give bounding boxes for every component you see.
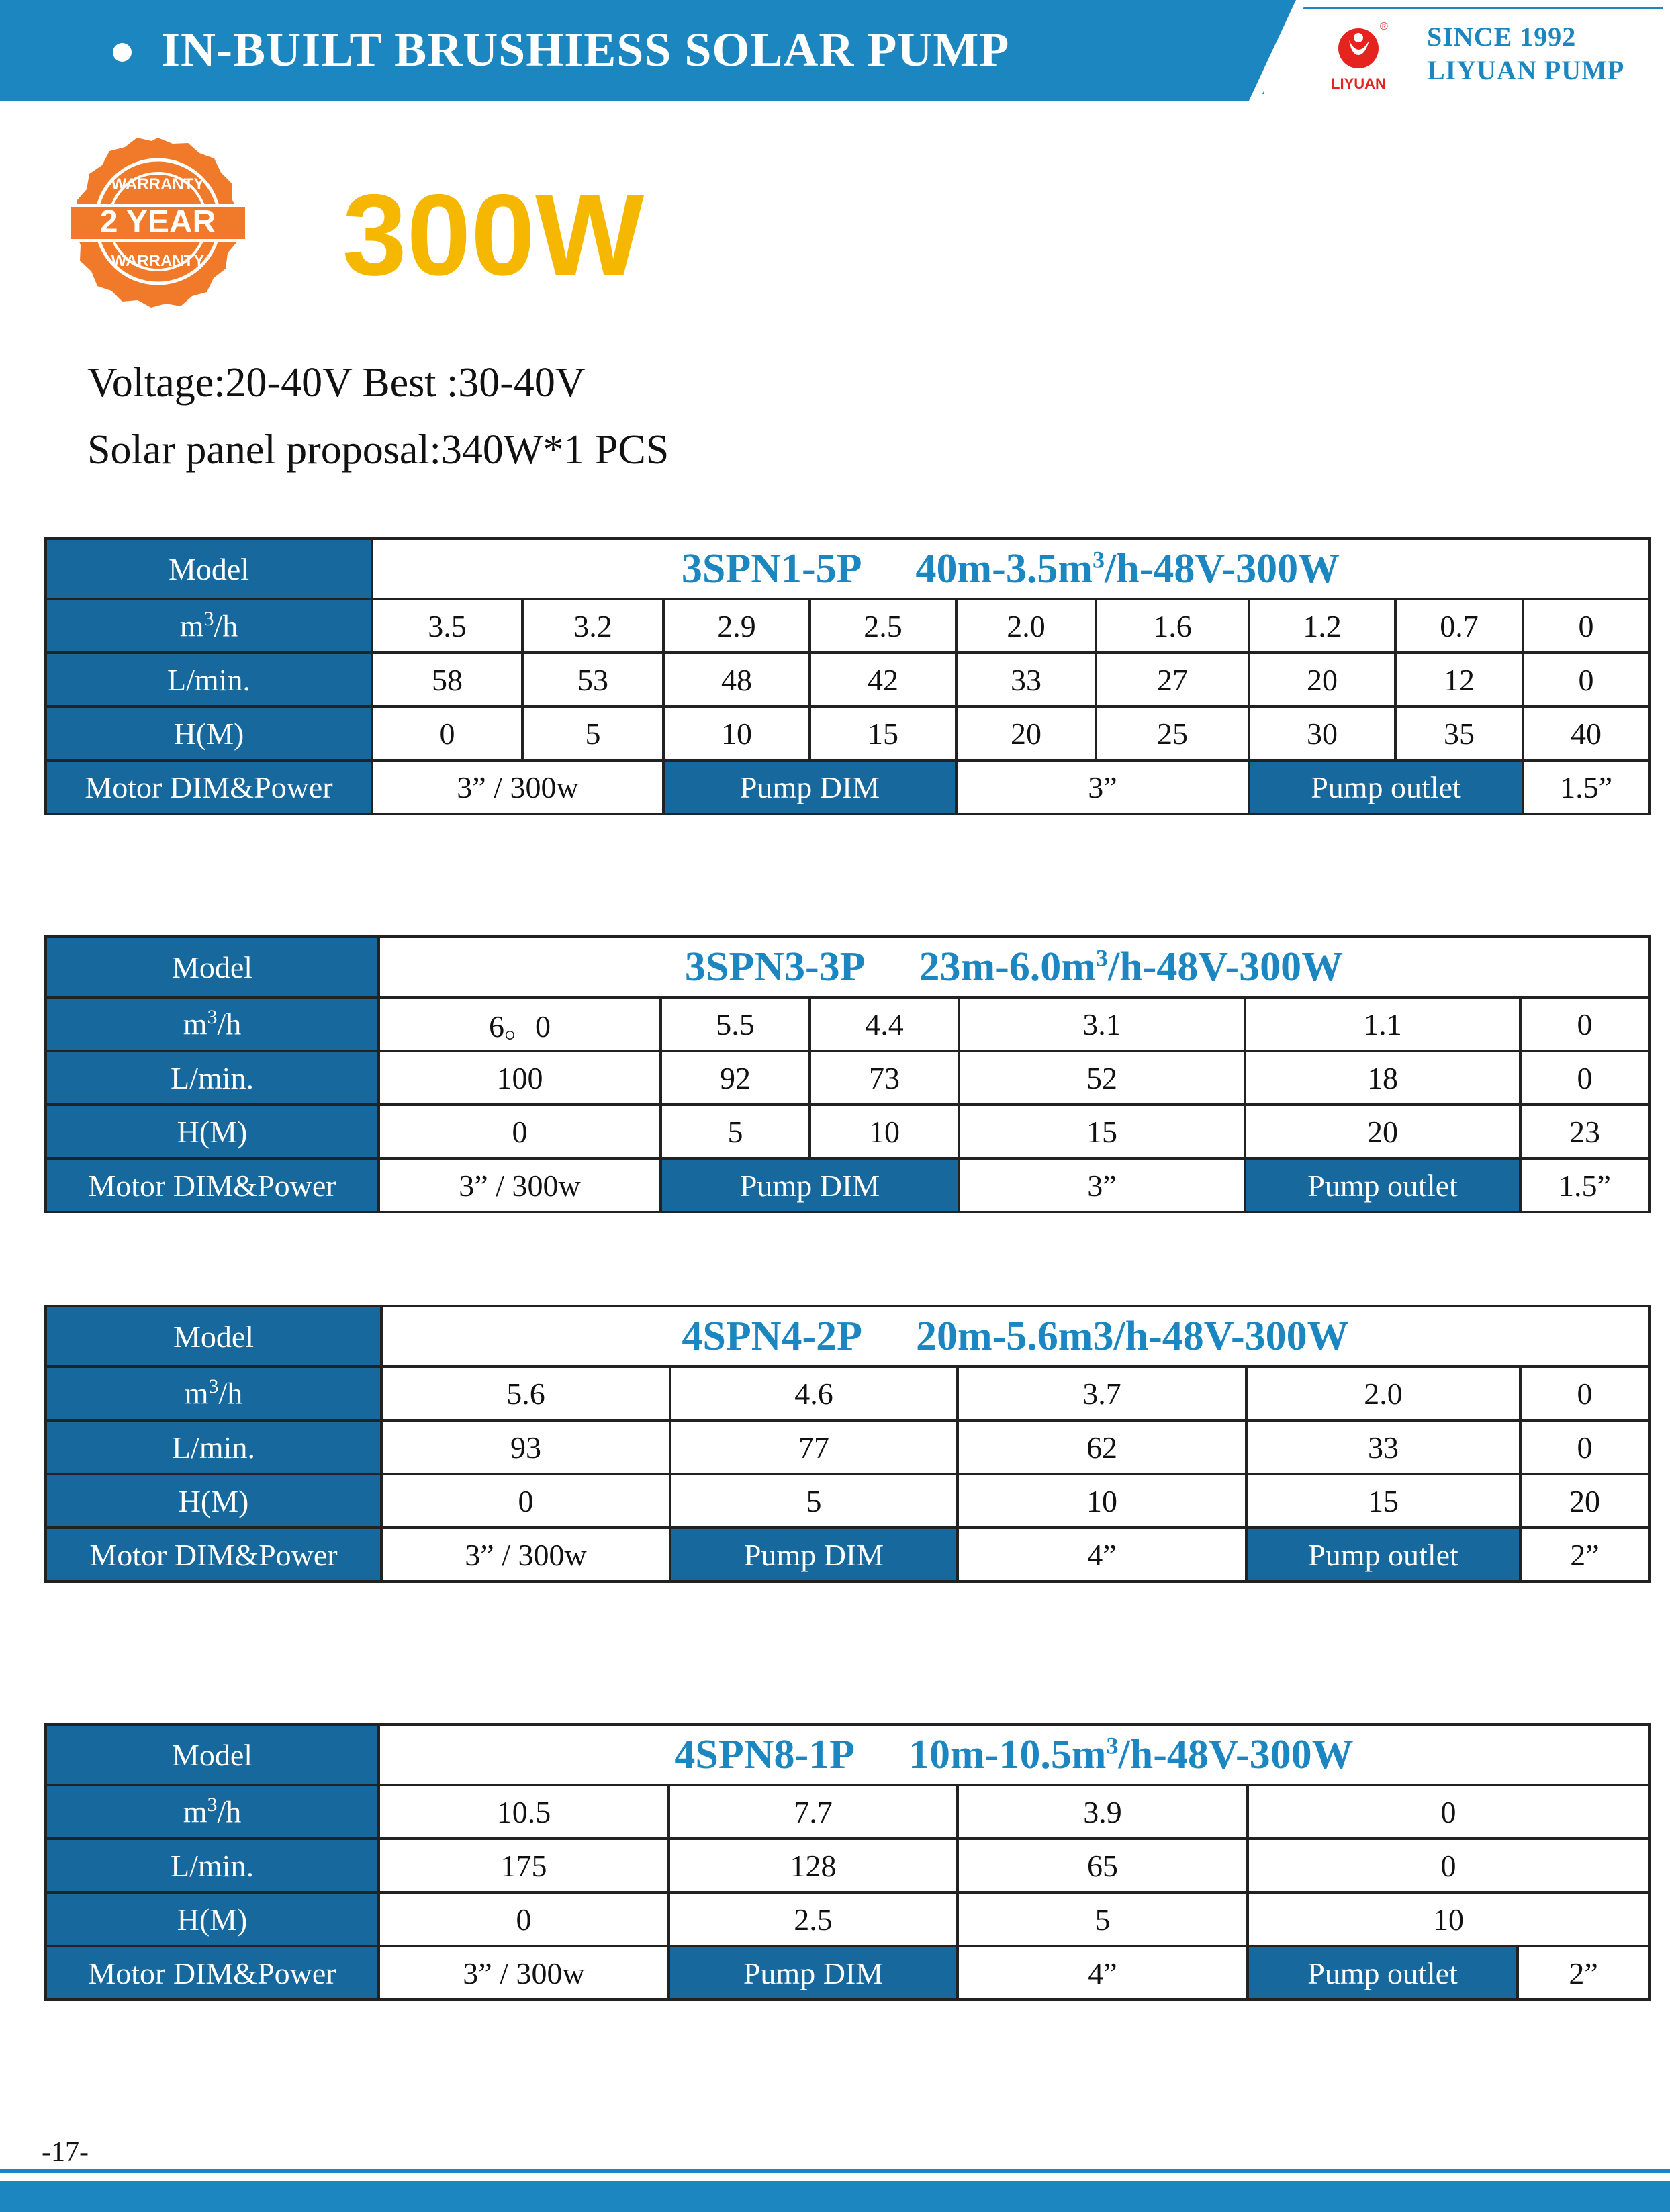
head-value: 15 — [959, 1105, 1245, 1158]
flow-value: 5.5 — [661, 997, 810, 1051]
flow-value: 3.2 — [522, 599, 663, 653]
footer-bar — [0, 2181, 1670, 2212]
head-value: 5 — [522, 706, 663, 760]
motor-label: Motor DIM&Power — [46, 1946, 379, 2000]
flow-value: 4.4 — [810, 997, 959, 1051]
pump-dim-value: 3” — [959, 1158, 1245, 1212]
brand-text — [1427, 20, 1655, 87]
flow-value: 1.6 — [1096, 599, 1249, 653]
head-value: 10 — [663, 706, 810, 760]
head-value: 35 — [1395, 706, 1523, 760]
pump-outlet-value: 1.5” — [1520, 1158, 1649, 1212]
since-text: SINCE 1992 — [1427, 21, 1577, 52]
logo-text: LIYUAN — [1331, 75, 1386, 92]
pump-table-4spn8-1p — [44, 1723, 1651, 2001]
lmin-value: 0 — [1523, 653, 1649, 706]
warranty-badge-icon — [67, 134, 248, 309]
pump-dim-label: Pump DIM — [669, 1946, 958, 2000]
head-value: 0 — [379, 1105, 661, 1158]
pump-dim-label: Pump DIM — [670, 1528, 958, 1581]
head-value: 20 — [1245, 1105, 1520, 1158]
model-label: Model — [46, 937, 379, 997]
flow-value: 2.9 — [663, 599, 810, 653]
motor-value: 3” / 300w — [379, 1946, 669, 2000]
flow-value: 1.1 — [1245, 997, 1520, 1051]
head-value: 30 — [1249, 706, 1395, 760]
pump-outlet-label: Pump outlet — [1245, 1158, 1520, 1212]
motor-label: Motor DIM&Power — [46, 1158, 379, 1212]
lmin-value: 92 — [661, 1051, 810, 1105]
flow-value: 3.1 — [959, 997, 1245, 1051]
head-label: H(M) — [46, 1892, 379, 1946]
head-value: 0 — [372, 706, 522, 760]
flow-value: 1.2 — [1249, 599, 1395, 653]
badge-bottom-text: WARRANTY — [111, 252, 205, 270]
lmin-value: 33 — [1246, 1420, 1520, 1474]
flow-value: 2.0 — [956, 599, 1096, 653]
head-value: 15 — [1246, 1474, 1520, 1528]
motor-label: Motor DIM&Power — [46, 760, 372, 814]
lmin-value: 128 — [669, 1839, 958, 1892]
lmin-value: 33 — [956, 653, 1096, 706]
lmin-value: 0 — [1520, 1420, 1649, 1474]
model-label: Model — [46, 539, 372, 599]
head-value: 40 — [1523, 706, 1649, 760]
model-label: Model — [46, 1724, 379, 1785]
flow-value: 6。0 — [379, 997, 661, 1051]
flow-m3h-label: $m^3/h$ — [46, 1367, 381, 1420]
lmin-label: L/min. — [46, 1420, 381, 1474]
lmin-value: 0 — [1520, 1051, 1649, 1105]
lmin-value: 18 — [1245, 1051, 1520, 1105]
pump-dim-value: 4” — [958, 1946, 1248, 2000]
flow-value: 0 — [1523, 599, 1649, 653]
head-value: 20 — [956, 706, 1096, 760]
lmin-value: 12 — [1395, 653, 1523, 706]
model-label: Model — [46, 1306, 381, 1367]
flow-value: 0 — [1520, 1367, 1649, 1420]
lmin-label: L/min. — [46, 653, 372, 706]
flow-value: 3.5 — [372, 599, 522, 653]
flow-value: 3.7 — [958, 1367, 1246, 1420]
lmin-value: 93 — [381, 1420, 670, 1474]
head-value: 25 — [1096, 706, 1249, 760]
power-rating: 300W — [342, 171, 645, 299]
pump-table-3spn3-3p — [44, 935, 1651, 1213]
pump-outlet-label: Pump outlet — [1249, 760, 1523, 814]
lmin-value: 73 — [810, 1051, 959, 1105]
lmin-value: 20 — [1249, 653, 1395, 706]
lmin-value: 42 — [810, 653, 956, 706]
registered-mark: ® — [1380, 21, 1388, 32]
pump-dim-value: 4” — [958, 1528, 1246, 1581]
page-number: -17- — [42, 2137, 89, 2168]
flow-value: 2.5 — [810, 599, 956, 653]
lmin-value: 62 — [958, 1420, 1246, 1474]
flow-value: 4.6 — [670, 1367, 958, 1420]
lmin-value: 65 — [958, 1839, 1248, 1892]
solar-panel-spec: Solar panel proposal:340W*1 PCS — [87, 427, 669, 473]
pump-dim-label: Pump DIM — [663, 760, 956, 814]
lmin-label: L/min. — [46, 1839, 379, 1892]
lmin-value: 0 — [1248, 1839, 1649, 1892]
liyuan-logo-icon — [1333, 20, 1387, 74]
flow-value: 10.5 — [379, 1785, 669, 1839]
pump-outlet-label: Pump outlet — [1248, 1946, 1518, 2000]
motor-value: 3” / 300w — [381, 1528, 670, 1581]
pump-dim-value: 3” — [956, 760, 1249, 814]
flow-value: 5.6 — [381, 1367, 670, 1420]
flow-value: 3.9 — [958, 1785, 1248, 1839]
pump-table-3spn1-5p — [44, 537, 1651, 815]
head-value: 10 — [1248, 1892, 1649, 1946]
head-value: 2.5 — [669, 1892, 958, 1946]
lmin-value: 53 — [522, 653, 663, 706]
head-value: 10 — [810, 1105, 959, 1158]
lmin-value: 27 — [1096, 653, 1249, 706]
lmin-value: 52 — [959, 1051, 1245, 1105]
head-value: 0 — [379, 1892, 669, 1946]
flow-value: 2.0 — [1246, 1367, 1520, 1420]
company-name: LIYUAN PUMP — [1427, 55, 1625, 85]
head-value: 5 — [958, 1892, 1248, 1946]
head-label: H(M) — [46, 706, 372, 760]
model-title: 4SPN8-1P $10m-10.5m^3/h-48V-300W$ — [379, 1724, 1649, 1785]
head-value: 5 — [661, 1105, 810, 1158]
flow-value: 0.7 — [1395, 599, 1523, 653]
badge-main-text: 2 YEAR — [99, 204, 216, 240]
lmin-value: 77 — [670, 1420, 958, 1474]
pump-outlet-value: 2” — [1520, 1528, 1649, 1581]
pump-table-4spn4-2p — [44, 1305, 1651, 1583]
pump-outlet-value: 2” — [1518, 1946, 1649, 2000]
motor-label: Motor DIM&Power — [46, 1528, 381, 1581]
flow-value: 7.7 — [669, 1785, 958, 1839]
head-value: 20 — [1520, 1474, 1649, 1528]
motor-value: 3” / 300w — [379, 1158, 661, 1212]
flow-m3h-label: $m^3/h$ — [46, 599, 372, 653]
pump-outlet-value: 1.5” — [1523, 760, 1649, 814]
flow-value: 0 — [1248, 1785, 1649, 1839]
pump-outlet-label: Pump outlet — [1246, 1528, 1520, 1581]
voltage-spec: Voltage:20-40V Best :30-40V — [87, 360, 586, 406]
head-value: 0 — [381, 1474, 670, 1528]
pump-dim-label: Pump DIM — [661, 1158, 959, 1212]
lmin-value: 58 — [372, 653, 522, 706]
head-value: 23 — [1520, 1105, 1649, 1158]
page-title: IN-BUILT BRUSHIESS SOLAR PUMP — [161, 23, 1010, 77]
flow-m3h-label: $m^3/h$ — [46, 1785, 379, 1839]
head-label: H(M) — [46, 1105, 379, 1158]
head-value: 5 — [670, 1474, 958, 1528]
lmin-value: 100 — [379, 1051, 661, 1105]
badge-top-text: WARRANTY — [111, 175, 205, 193]
lmin-label: L/min. — [46, 1051, 379, 1105]
lmin-value: 175 — [379, 1839, 669, 1892]
flow-value: 0 — [1520, 997, 1649, 1051]
head-value: 15 — [810, 706, 956, 760]
head-value: 10 — [958, 1474, 1246, 1528]
motor-value: 3” / 300w — [372, 760, 663, 814]
model-title: 3SPN1-5P $40m-3.5m^3/h-48V-300W$ — [372, 539, 1649, 599]
model-title: 3SPN3-3P $23m-6.0m^3/h-48V-300W$ — [379, 937, 1649, 997]
model-title: 4SPN4-2P 20m-5.6m3/h-48V-300W — [381, 1306, 1649, 1367]
flow-m3h-label: $m^3/h$ — [46, 997, 379, 1051]
lmin-value: 48 — [663, 653, 810, 706]
head-label: H(M) — [46, 1474, 381, 1528]
footer-line — [0, 2169, 1670, 2173]
